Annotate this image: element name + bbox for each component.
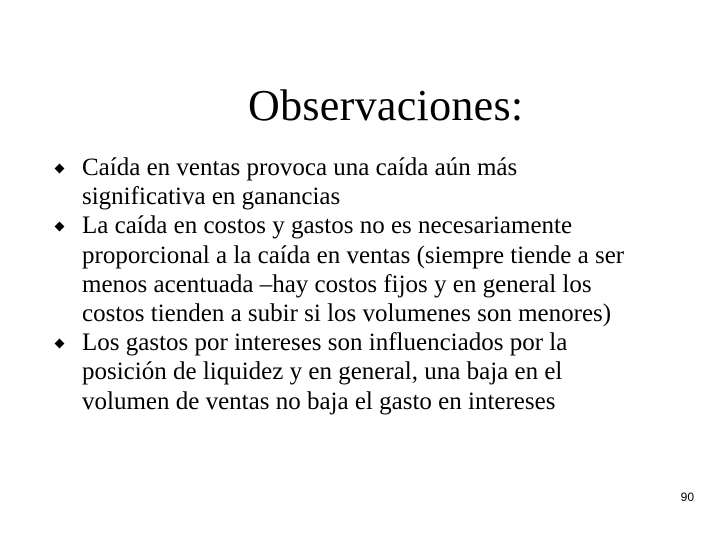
bullet-item: [0, 328, 642, 416]
bullet-item: [0, 211, 642, 328]
bullet-text: Los gastos por intereses son influenciados por la posición de liquidez y en general, una baja en el volumen de ventas no baja el gasto en intereses: [82, 329, 568, 415]
slide-title: Observaciones:: [248, 81, 524, 130]
diamond-bullet-icon: [55, 164, 65, 174]
diamond-bullet-icon: [55, 339, 65, 349]
bullet-list: [0, 153, 720, 416]
bullet-text: La caída en costos y gastos no es necesariamente proporcional a la caída en ventas (siempre tiende a ser menos acentuada –hay costos fijos y en general los costos tienden a subir si los volumenes son menores): [82, 212, 625, 328]
page-number: 90: [680, 490, 694, 504]
bullet-text: Caída en ventas provoca una caída aún más significativa en ganancias: [82, 154, 518, 211]
bullet-item: [0, 153, 642, 211]
diamond-bullet-icon: [55, 222, 65, 232]
